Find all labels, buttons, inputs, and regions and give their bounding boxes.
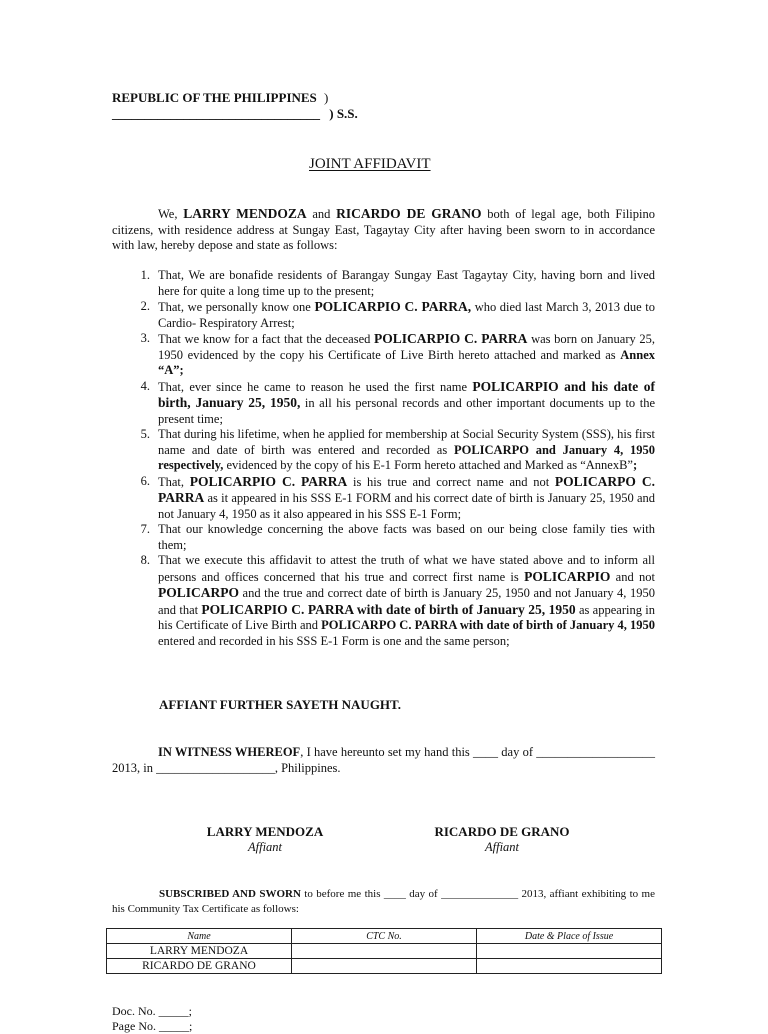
item-bold-name: POLICARPO C. PARRA with date of birth of January 4, 1950	[321, 618, 655, 632]
doc-number: Doc. No. _____;	[112, 1004, 192, 1018]
intro-we: We,	[158, 207, 184, 221]
intro-name-2: RICARDO DE GRANO	[336, 206, 482, 221]
venue-paren: )	[324, 90, 329, 105]
item-number: 1.	[140, 268, 150, 282]
statement-item	[130, 331, 655, 379]
item-bold-name: POLICARPO	[158, 585, 239, 600]
item-text: who died last March 3, 2013 due to Cardio- Respiratory Arrest;	[158, 300, 655, 330]
intro-paragraph	[112, 206, 655, 254]
table-row	[107, 959, 662, 974]
item-number: 3.	[140, 331, 150, 345]
column-header-ctc-no: CTC No.	[292, 929, 477, 944]
item-number: 2.	[140, 299, 150, 313]
item-bold-name: POLICARPIO	[524, 568, 611, 584]
item-text: in all his personal records and other important documents up to the present time;	[158, 396, 655, 426]
venue-blank: ________________________________	[112, 106, 320, 121]
statement-item	[130, 299, 655, 331]
statement-item	[130, 427, 655, 474]
item-bold-name: POLICARPIO C. PARRA	[374, 331, 528, 346]
table-cell-name: LARRY MENDOZA	[107, 944, 292, 959]
item-number: 8.	[140, 553, 150, 567]
item-text: evidenced by the copy of his E-1 Form hereto attached and Marked as “AnnexB”	[223, 458, 633, 472]
item-text: is his true and correct name and not	[347, 474, 555, 489]
item-text: as appearing in his Certificate of Live Birth and	[158, 602, 655, 632]
item-text: That we execute this affidavit to attest the truth of what we have stated above and to inform all persons and offices concerned that his true and correct first name is	[158, 553, 655, 584]
witness-paragraph	[112, 745, 655, 776]
intro-rest: both of legal age, both Filipino citizens, with residence address at Sungay East, Tagaytay City after having been sworn to in accordance with law, hereby depose and state as follows:	[112, 207, 655, 252]
item-text: was born on January 25, 1950 evidenced by the copy his Certificate of Live Birth hereto attached and marked as	[158, 332, 656, 362]
item-text: That, ever since he came to reason he used the first name	[158, 379, 473, 394]
statement-item	[130, 522, 655, 553]
signatory-right	[430, 824, 574, 855]
table-header-row	[107, 929, 662, 944]
statement-list	[130, 268, 655, 649]
ctc-table	[106, 928, 662, 974]
item-annex: Annex “A”;	[158, 347, 655, 377]
item-text: That we know for a fact that the deceased	[158, 332, 375, 346]
item-bold-name: POLICARPO C. PARRA	[158, 473, 655, 505]
item-text: That, we personally know one	[158, 300, 315, 314]
statement-item	[130, 474, 655, 523]
witness-lead: IN WITNESS WHEREOF	[158, 745, 301, 759]
table-cell-name: RICARDO DE GRANO	[107, 959, 292, 974]
signatory-name: LARRY MENDOZA	[206, 824, 324, 839]
column-header-date-place: Date & Place of Issue	[477, 929, 662, 944]
item-text: That, We are bonafide residents of Barangay Sungay East Tagaytay City, having born and lived here for quite a long time up to the present;	[158, 268, 655, 298]
venue-republic	[112, 90, 328, 106]
table-cell-ctc-no	[292, 944, 477, 959]
sworn-lead: SUBSCRIBED AND SWORN	[159, 888, 301, 900]
item-text: That our knowledge concerning the above facts was based on our being close family ties with them;	[158, 522, 655, 552]
table-row	[107, 944, 662, 959]
further-sayeth: AFFIANT FURTHER SAYETH NAUGHT.	[159, 697, 402, 712]
ss-label: ) S.S.	[329, 106, 358, 121]
intro-and: and	[306, 207, 337, 221]
item-text: and not	[610, 569, 655, 584]
item-bold-name: POLICARPO and January 4, 1950 respectively,	[158, 442, 655, 472]
item-number: 7.	[140, 522, 150, 536]
item-text: and the true and correct date of birth is January 25, 1950 and not January 4, 1950 and that	[158, 586, 655, 617]
statement-item	[130, 553, 655, 649]
item-text: entered and recorded in his SSS E-1 Form is one and the same person;	[158, 633, 510, 648]
statement-item	[130, 268, 655, 299]
republic-label: REPUBLIC OF THE PHILIPPINES	[112, 90, 317, 105]
signatory-name: RICARDO DE GRANO	[434, 824, 570, 839]
item-text: ;	[632, 458, 638, 472]
venue-blank-line	[112, 106, 358, 122]
sworn-paragraph	[112, 887, 655, 917]
document-title: JOINT AFFIDAVIT	[309, 156, 431, 172]
signatory-role: Affiant	[484, 840, 520, 854]
item-bold-name: POLICARPIO C. PARRA	[189, 473, 348, 489]
item-bold-name: POLICARPIO C. PARRA with date of birth of January 25, 1950	[201, 601, 576, 617]
item-text: That,	[158, 474, 190, 489]
table-cell-ctc-no	[292, 959, 477, 974]
column-header-name: Name	[107, 929, 292, 944]
item-bold-name: POLICARPIO and his date of birth, January 25, 1950,	[158, 378, 656, 410]
signatory-role: Affiant	[247, 840, 283, 854]
sworn-text: to before me this ____ day of ______________ 2013, affiant exhibiting to me his Community Tax Certificate as follows:	[112, 888, 655, 915]
item-text: That during his lifetime, when he applied for membership at Social Security System (SSS), his first name and date of birth was entered and recorded as	[158, 427, 655, 457]
intro-name-1: LARRY MENDOZA	[183, 206, 307, 221]
item-text: as it appeared in his SSS E-1 FORM and his correct date of birth is January 25, 1950 and not January 4, 1950 as it also appeared in his SSS E-1 Form;	[158, 491, 655, 521]
statement-item	[130, 379, 655, 428]
page-number: Page No. _____;	[112, 1019, 193, 1033]
table-cell-date-place	[477, 944, 662, 959]
item-number: 5.	[140, 427, 150, 441]
witness-text: , I have hereunto set my hand this ____ day of ___________________ 2013, in ___________________, Philippines.	[112, 745, 655, 775]
signatory-left	[203, 824, 327, 855]
item-number: 4.	[140, 378, 150, 393]
item-bold-name: POLICARPIO C. PARRA,	[314, 299, 472, 314]
table-cell-date-place	[477, 959, 662, 974]
item-number: 6.	[140, 473, 150, 488]
